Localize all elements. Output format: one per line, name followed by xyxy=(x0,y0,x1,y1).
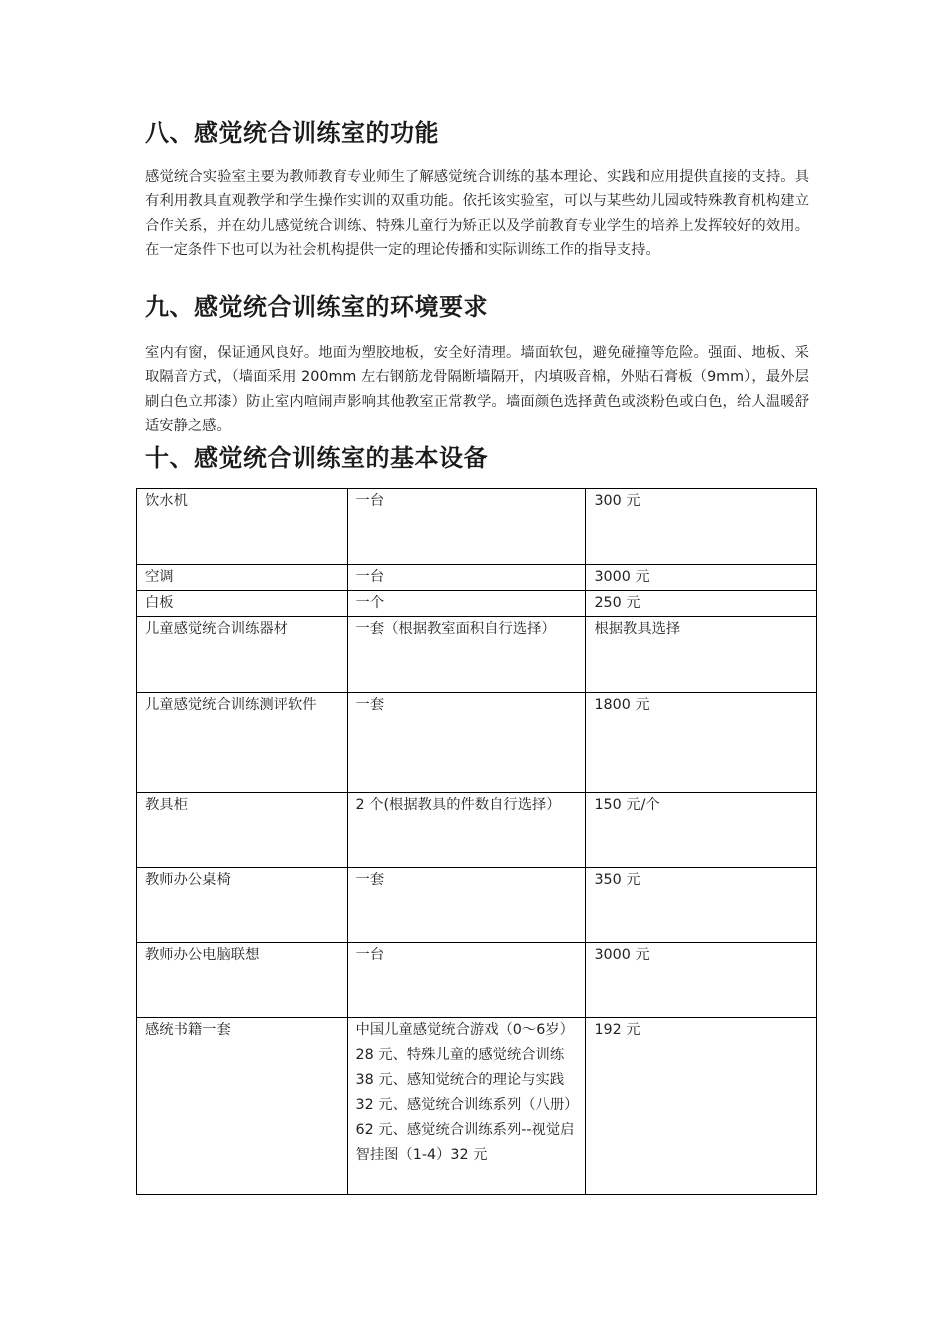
quantity-cell: 一台 xyxy=(347,489,586,565)
item-cell: 饮水机 xyxy=(137,489,348,565)
item-cell: 教师办公桌椅 xyxy=(137,868,348,943)
section-9-heading: 九、感觉统合训练室的环境要求 xyxy=(145,293,488,321)
section-8-paragraph: 感觉统合实验室主要为教师教育专业师生了解感觉统合训练的基本理论、实践和应用提供直接的支持。具有利用教具直观教学和学生操作实训的双重功能。依托该实验室，可以与某些幼儿园或特殊教育机构建立合作关系，并在幼儿感觉统合训练、特殊儿童行为矫正以及学前教育专业学生的培养上发挥较好的效用。在一定条件下也可以为社会机构提供一定的理论传播和实际训练工作的指导支持。 xyxy=(145,169,809,258)
quantity-cell: 一套 xyxy=(347,868,586,943)
quantity-cell: 一个 xyxy=(347,591,586,617)
table-row xyxy=(137,617,817,693)
price-cell: 350 元 xyxy=(586,868,817,943)
item-cell: 儿童感觉统合训练器材 xyxy=(137,617,348,693)
quantity-cell: 2 个(根据教具的件数自行选择） xyxy=(347,793,586,868)
item-cell: 教师办公电脑联想 xyxy=(137,943,348,1018)
quantity-cell: 一套（根据教室面积自行选择） xyxy=(347,617,586,693)
table-row xyxy=(137,693,817,793)
item-cell: 白板 xyxy=(137,591,348,617)
item-cell: 空调 xyxy=(137,565,348,591)
table-row xyxy=(137,489,817,565)
price-cell: 250 元 xyxy=(586,591,817,617)
table-row xyxy=(137,565,817,591)
item-cell: 儿童感觉统合训练测评软件 xyxy=(137,693,348,793)
price-cell: 3000 元 xyxy=(586,565,817,591)
price-cell: 3000 元 xyxy=(586,943,817,1018)
price-cell: 1800 元 xyxy=(586,693,817,793)
price-cell: 根据教具选择 xyxy=(586,617,817,693)
price-cell: 300 元 xyxy=(586,489,817,565)
table-row xyxy=(137,591,817,617)
equipment-table xyxy=(136,488,817,1195)
section-10-heading: 十、感觉统合训练室的基本设备 xyxy=(145,444,488,472)
table-row xyxy=(137,943,817,1018)
price-cell: 192 元 xyxy=(586,1018,817,1195)
table-row xyxy=(137,793,817,868)
quantity-cell: 一台 xyxy=(347,943,586,1018)
quantity-cell: 中国儿童感觉统合游戏（0～6岁）28 元、特殊儿童的感觉统合训练 38 元、感知觉统合的理论与实践 32 元、感觉统合训练系列（八册）62 元、感觉统合训练系列--视觉启智挂图（1-4）32 元 xyxy=(347,1018,586,1195)
section-8-heading: 八、感觉统合训练室的功能 xyxy=(145,119,439,147)
price-cell: 150 元/个 xyxy=(586,793,817,868)
section-9-paragraph: 室内有窗，保证通风良好。地面为塑胶地板，安全好清理。墙面软包，避免碰撞等危险。强面、地板、采取隔音方式，（墙面采用 200mm 左右钢筋龙骨隔断墙隔开，内填吸音棉，外贴石膏板（9mm），最外层刷白色立邦漆）防止室内喧闹声影响其他教室正常教学。墙面颜色选择黄色或淡粉色或白色，给人温暖舒适安静之感。 xyxy=(145,345,809,434)
table-row xyxy=(137,868,817,943)
table-row xyxy=(137,1018,817,1195)
item-cell: 感统书籍一套 xyxy=(137,1018,348,1195)
quantity-cell: 一台 xyxy=(347,565,586,591)
item-cell: 教具柜 xyxy=(137,793,348,868)
quantity-cell: 一套 xyxy=(347,693,586,793)
